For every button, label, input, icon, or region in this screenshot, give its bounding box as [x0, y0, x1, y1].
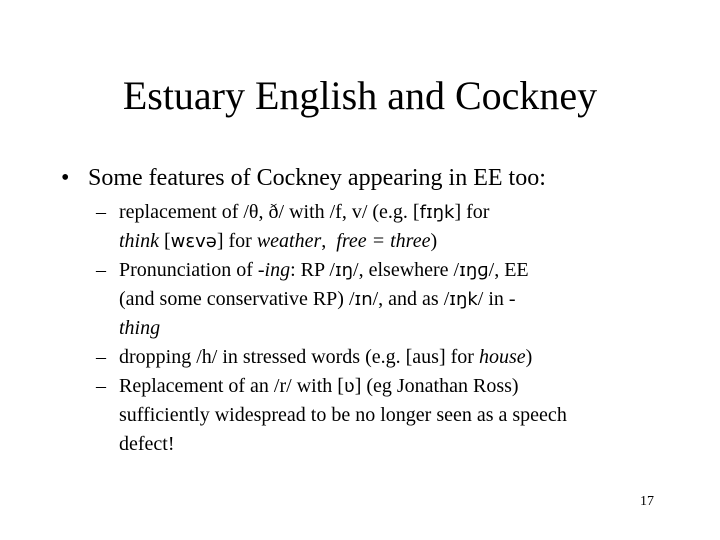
- dash-marker: –: [96, 259, 106, 281]
- text-run: /, and as /: [372, 288, 450, 310]
- text-run: ,: [321, 230, 337, 252]
- text-run: ] for: [454, 201, 490, 223]
- page-number: 17: [640, 494, 654, 509]
- text-run: Pronunciation of: [119, 259, 258, 281]
- italic-word: thing: [119, 317, 161, 339]
- text-run: / in -: [477, 288, 516, 310]
- italic-word: think: [119, 230, 159, 252]
- text-run: /, EE: [488, 259, 529, 281]
- slide-title: Estuary English and Cockney: [122, 73, 598, 118]
- italic-word: free = three: [336, 230, 431, 252]
- sub-bullet-r-replacement: [96, 372, 679, 459]
- main-bullet-text: Some features of Cockney appearing in EE too:: [88, 165, 546, 191]
- ipa-transcription: fɪŋk: [419, 202, 455, 223]
- text-line: [119, 285, 679, 314]
- italic-word: weather: [256, 230, 322, 252]
- text-run: /, elsewhere /: [353, 259, 460, 281]
- text-run: (and some conservative RP) /: [119, 288, 355, 310]
- ipa-transcription: ɪŋɡ: [459, 260, 489, 281]
- text-run: ): [525, 346, 533, 368]
- text-line: [119, 372, 679, 401]
- sub-bullet-list: [96, 198, 679, 459]
- text-line: sufficiently widespread to be no longer seen as a speech: [119, 404, 567, 426]
- text-run: dropping /h/ in stressed words (e.g. [aus] for: [119, 346, 479, 368]
- text-run: replacement of /θ, ð/ with /f, v/ (e.g. [: [119, 201, 420, 223]
- text-run: ] for: [216, 230, 257, 252]
- ipa-transcription: wɛvə: [170, 231, 217, 252]
- ipa-transcription: ɪŋk: [449, 289, 478, 310]
- text-line: [119, 198, 679, 227]
- ipa-transcription: ɪŋ: [334, 260, 354, 281]
- dash-marker: –: [96, 346, 106, 368]
- text-line: [119, 256, 679, 285]
- text-line: [119, 314, 679, 343]
- sub-bullet-th-fronting: [96, 198, 679, 256]
- italic-word: -ing: [257, 259, 291, 281]
- text-run: ): [430, 230, 438, 252]
- text-line: defect!: [119, 433, 175, 455]
- dash-marker: –: [96, 375, 106, 397]
- text-run: Replacement of an /r/ with [: [119, 375, 344, 397]
- text-run: ] (eg Jonathan Ross): [354, 375, 519, 397]
- italic-word: house: [478, 346, 526, 368]
- bullet-marker: •: [61, 165, 70, 191]
- dash-marker: –: [96, 201, 106, 223]
- ipa-transcription: ʋ: [343, 376, 355, 397]
- text-line: [119, 227, 679, 256]
- text-run: [: [159, 230, 171, 252]
- ipa-transcription: ɪn: [354, 289, 373, 310]
- text-run: : RP /: [290, 259, 335, 281]
- text-line: [119, 343, 679, 372]
- sub-bullet-ing-pronunciation: [96, 256, 679, 343]
- main-bullet: [61, 162, 688, 194]
- sub-bullet-h-dropping: [96, 343, 679, 372]
